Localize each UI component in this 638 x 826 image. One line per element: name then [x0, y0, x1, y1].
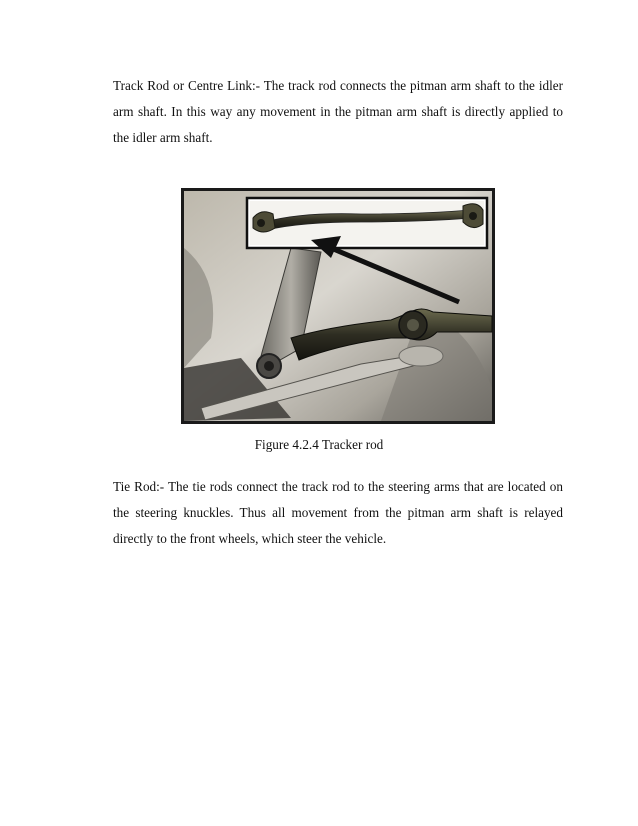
tracker-rod-photo	[181, 188, 495, 424]
track-rod-paragraph: Track Rod or Centre Link:- The track rod connects the pitman arm shaft to the idler arm shaft. In this way any movement in the pitman arm shaft is directly applied to the idler arm shaft.	[113, 78, 563, 145]
tie-rod-paragraph: Tie Rod:- The tie rods connect the track rod to the steering arms that are located on the steering knuckles. Thus all movement from the pitman arm shaft is relayed directly to the front wheels, which steer the vehicle.	[113, 479, 563, 546]
tracker-rod-figure	[181, 188, 495, 424]
figure-caption: Figure 4.2.4 Tracker rod	[254, 437, 384, 452]
